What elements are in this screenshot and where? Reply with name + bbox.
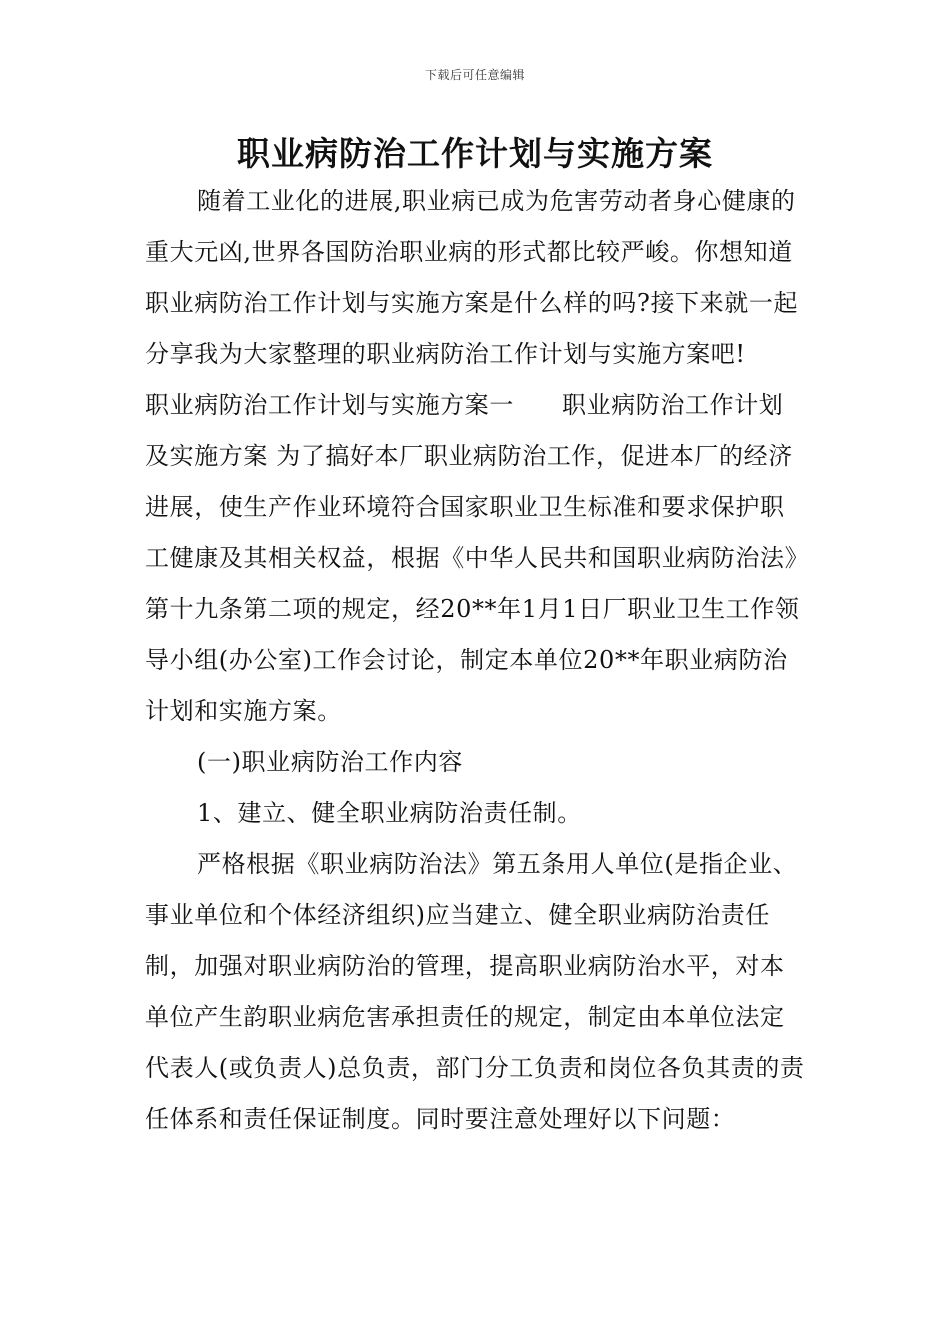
subheading: (一)职业病防治工作内容 xyxy=(197,748,463,776)
document-body xyxy=(145,176,805,1145)
list-item-1: 1、建立、健全职业病防治责任制。 xyxy=(197,799,582,827)
intro-paragraph: 随着工业化的进展,职业病已成为危害劳动者身心健康的重大元凶,世界各国防治职业病的形式都比较严峻。你想知道职业病防治工作计划与实施方案是什么样的吗?接下来就一起分享我为大家整理的职业病防治工作计划与实施方案吧! xyxy=(145,187,799,368)
section-heading: 职业病防治工作计划与实施方案一 xyxy=(145,391,514,419)
header-note: 下载后可任意编辑 xyxy=(424,68,525,82)
section-body: 职业病防治工作计划及实施方案 为了搞好本厂职业病防治工作，促进本厂的经济进展，使生产作业环境符合国家职业卫生标准和要求保护职工健康及其相关权益，根据《中华人民共和国职业病防治法》第十九条第二项的规定，经20**年1月1日厂职业卫生工作领导小组(办公室)工作会讨论，制定本单位20**年职业病防治计划和实施方案。 xyxy=(145,391,800,725)
document-title: 职业病防治工作计划与实施方案 xyxy=(237,134,713,173)
item-1-paragraph: 严格根据《职业病防治法》第五条用人单位(是指企业、事业单位和个体经济组织)应当建立、健全职业病防治责任制，加强对职业病防治的管理，提高职业病防治水平，对本单位产生韵职业病危害承担责任的规定，制定由本单位法定代表人(或负责人)总负责，部门分工负责和岗位各负其责的责任体系和责任保证制度。同时要注意处理好以下问题： xyxy=(145,850,805,1133)
section-paragraph xyxy=(145,380,805,737)
